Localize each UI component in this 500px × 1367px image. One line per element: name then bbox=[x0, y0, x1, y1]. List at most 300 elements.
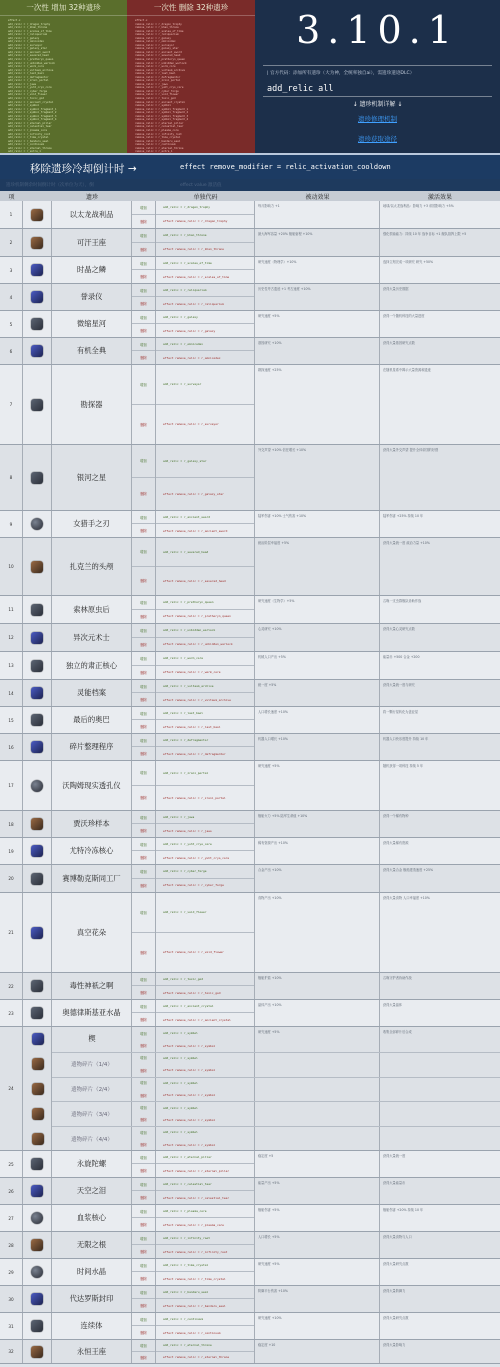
del-label: 删除 bbox=[140, 1143, 147, 1148]
add-code[interactable]: add_relic = r_defragmentor bbox=[163, 738, 209, 742]
active-effect: 获得大量食物与人口 bbox=[383, 1235, 412, 1239]
add-code[interactable]: add_relic = r_jaws bbox=[163, 815, 195, 819]
del-code[interactable]: effect remove_relic = r_khan_throne bbox=[163, 247, 224, 252]
code-line[interactable]: remove_relic = r_dragon_trophy bbox=[135, 22, 182, 26]
del-half bbox=[132, 610, 155, 624]
del-code[interactable]: effect remove_relic = r_zroni_portal bbox=[163, 795, 226, 800]
add-code[interactable]: add_relic = r_time_crystal bbox=[163, 1263, 209, 1267]
code-line[interactable]: add_relic = r_reliquarium bbox=[8, 33, 48, 37]
relic-icon-cell bbox=[23, 1340, 52, 1363]
code-line[interactable]: remove_relic = r_unbidden_warlock bbox=[135, 61, 187, 65]
del-half bbox=[132, 1164, 155, 1177]
del-code[interactable]: effect remove_relic = r_plasma_core bbox=[163, 1222, 224, 1227]
add-code[interactable]: add_relic = r_reliquarium bbox=[163, 288, 207, 292]
action-cell bbox=[132, 707, 156, 733]
passive-effect: 机器人口增长 +10% bbox=[255, 734, 380, 760]
del-code[interactable]: effect remove_relic = r_last_baol bbox=[163, 724, 221, 729]
action-cell bbox=[132, 511, 156, 537]
del-code[interactable]: effect remove_relic = r_infinity_root bbox=[163, 1249, 228, 1254]
del-code-half bbox=[156, 351, 254, 364]
add-code[interactable]: add_relic = r_worm_core bbox=[163, 656, 204, 661]
code-line[interactable]: add_relic = r_cyber_forge bbox=[8, 89, 48, 93]
del-code[interactable]: effect remove_relic = r_yuht_cryo_core bbox=[163, 855, 230, 860]
relic-icon bbox=[31, 1239, 43, 1251]
code-line[interactable]: add_relic = r_void_flower bbox=[8, 93, 48, 97]
code-line[interactable]: add_relic = r_worm_core bbox=[8, 65, 44, 69]
add-code[interactable]: add_relic = r_symbol bbox=[163, 1055, 198, 1060]
del-code[interactable]: effect remove_relic = r_symbol bbox=[163, 1093, 216, 1098]
del-code[interactable]: effect remove_relic = r_jaws bbox=[163, 828, 212, 833]
row-number: 29 bbox=[0, 1259, 23, 1285]
code-line[interactable]: remove_relic = r_jaws bbox=[135, 82, 168, 86]
add-code-half bbox=[156, 338, 254, 351]
del-code[interactable]: effect remove_relic = r_continuum bbox=[163, 1330, 221, 1335]
add-label: 增加 bbox=[140, 628, 147, 633]
add-code-half bbox=[156, 365, 254, 405]
code-line[interactable]: add_relic = r_toxic_god bbox=[8, 97, 44, 101]
code-line[interactable]: add_relic = r_vultaum_archive bbox=[8, 68, 54, 72]
del-code-list[interactable] bbox=[127, 16, 255, 154]
add-code[interactable]: add_relic = r_ancient_crystal bbox=[163, 1004, 214, 1008]
add-half bbox=[132, 538, 155, 567]
add-code[interactable]: add_relic = r_surveyor bbox=[163, 382, 202, 387]
code-line[interactable]: remove_relic = r_symbol_fragment_2 bbox=[135, 111, 189, 115]
add-code-half bbox=[156, 1027, 254, 1039]
del-code-half bbox=[156, 610, 254, 624]
add-code[interactable]: add_relic = r_symbol bbox=[163, 1080, 198, 1085]
add-code-list[interactable] bbox=[0, 16, 127, 154]
official-code-note: | 官方代码：添加所有遗珍（大为神，全统率独自ai），需遗珍遗迹DLC） bbox=[267, 71, 415, 76]
add-label: 增加 bbox=[140, 382, 147, 387]
relic-icon bbox=[31, 687, 43, 699]
code-line[interactable]: add_relic = r_time_crystal bbox=[8, 136, 49, 140]
code-line[interactable]: add_relic = r_unbidden_warlock bbox=[8, 61, 55, 65]
del-code[interactable]: effect remove_relic = r_omnicodex bbox=[163, 355, 221, 360]
code-line[interactable]: remove_relic = r_symbol_fragment_1 bbox=[135, 107, 189, 111]
passive-effect: 合金产出 +10% bbox=[255, 865, 380, 892]
add-code[interactable]: add_relic = r_continuum bbox=[163, 1317, 204, 1321]
del-code[interactable]: effect remove_relic = r_symbol bbox=[163, 1043, 216, 1048]
code-line[interactable]: remove_relic = r_continuum bbox=[135, 143, 176, 147]
relic-icon bbox=[31, 818, 43, 830]
del-half bbox=[132, 720, 155, 733]
del-code[interactable]: effect remove_relic = r_ancient_sword bbox=[163, 528, 228, 533]
code-line[interactable]: add_relic = r_eternal_throne bbox=[8, 146, 52, 150]
passive-effect: 稳定度 +5 bbox=[255, 1151, 380, 1177]
code-line[interactable]: remove_relic = r_last_baol bbox=[135, 72, 176, 76]
add-code[interactable]: add_relic = r_omnicodex bbox=[163, 342, 204, 346]
del-code[interactable]: effect remove_relic = r_symbol bbox=[163, 1142, 216, 1147]
del-half bbox=[132, 215, 155, 229]
add-code[interactable]: add_relic = r_khan_throne bbox=[163, 233, 207, 238]
code-line[interactable]: add_relic = r_scales_of_time bbox=[8, 29, 52, 33]
table-row bbox=[0, 1232, 500, 1259]
code-line[interactable]: remove_relic = r_khan_throne bbox=[135, 26, 179, 30]
action-cell bbox=[132, 893, 156, 972]
del-code[interactable]: effect remove_relic = r_severed_head bbox=[163, 578, 226, 583]
code-cell bbox=[156, 1178, 255, 1204]
action-cell bbox=[132, 1313, 156, 1339]
row-number: 31 bbox=[0, 1313, 23, 1339]
add-code[interactable]: add_relic = r_last_baol bbox=[163, 711, 204, 715]
del-label: 删除 bbox=[140, 1018, 147, 1022]
del-code-half bbox=[156, 1089, 254, 1101]
code-line[interactable]: effect.x bbox=[8, 19, 21, 22]
code-line[interactable]: remove_relic = r_surveyor bbox=[135, 43, 175, 47]
del-code-half bbox=[156, 747, 254, 760]
active-effect: 获得大量统一度 政治力量 +10% bbox=[383, 541, 430, 545]
add-half bbox=[132, 1101, 155, 1113]
code-line[interactable]: remove_relic = r_cyber_forge bbox=[135, 89, 179, 93]
del-code-half bbox=[156, 1245, 254, 1258]
add-code[interactable]: add_relic = r_severed_head bbox=[163, 549, 209, 554]
code-line[interactable]: remove_relic = r_eternal_pillar bbox=[135, 121, 184, 125]
add-code[interactable]: add_relic = r_galaxy_star bbox=[163, 458, 207, 463]
fragment-icon-wrap bbox=[23, 1077, 52, 1102]
add-code[interactable]: add_relic = r_symbol bbox=[163, 1031, 198, 1036]
relic-icon-cell bbox=[23, 365, 52, 444]
add-code-half bbox=[156, 1259, 254, 1272]
passive-effect: 勘探速度 +25% bbox=[255, 365, 380, 444]
code-cell bbox=[156, 311, 255, 337]
add-code[interactable]: add_relic = r_eternal_throne bbox=[163, 1343, 212, 1348]
code-line[interactable]: remove_relic = r_omnicodex bbox=[135, 40, 176, 44]
code-line[interactable]: remove_relic = r_bandaru_seal bbox=[135, 139, 181, 143]
add-code[interactable]: add_relic = r_yuht_cryo_core bbox=[163, 842, 212, 846]
add-half bbox=[132, 893, 155, 933]
code-line[interactable]: remove_relic = r_symbol_fragment_4 bbox=[135, 118, 189, 122]
code-line[interactable]: add_relic = r_yuht_cryo_core bbox=[8, 86, 52, 90]
add-code[interactable]: add_relic = r_prethoryn_queen bbox=[163, 600, 214, 605]
add-code[interactable]: add_relic = r_scales_of_time bbox=[163, 261, 212, 265]
code-line[interactable]: effect.x bbox=[135, 19, 148, 22]
active-effect: 获得大量历史数据 bbox=[383, 287, 409, 291]
code-line[interactable]: remove_relic = r_celestial_tear bbox=[135, 125, 184, 129]
table-row bbox=[0, 811, 500, 838]
action-cell bbox=[132, 229, 156, 256]
relic-icon bbox=[31, 741, 43, 753]
code-line[interactable]: remove_relic = r_toxic_god bbox=[135, 97, 176, 101]
code-line[interactable]: remove_relic = r_infinity_root bbox=[135, 132, 182, 136]
active-effect: 获得一个随机科技的大量进度 bbox=[383, 314, 425, 318]
code-line[interactable]: remove_relic = r_eternal_throne bbox=[135, 146, 184, 150]
del-half bbox=[132, 524, 155, 537]
cooldown-label: 移除遗珍冷却倒计时 → bbox=[30, 163, 137, 175]
del-code[interactable]: effect remove_relic = r_scales_of_time bbox=[163, 274, 230, 279]
code-line[interactable]: add_relic = r_ancient_sword bbox=[8, 50, 51, 54]
passive-effect: 人口增长 +5% bbox=[255, 1232, 380, 1258]
add-half bbox=[132, 365, 155, 405]
del-label: 删除 bbox=[140, 752, 147, 756]
code-line[interactable]: add_relic = r_extra_1 bbox=[8, 150, 41, 154]
code-line[interactable]: add_relic = r_prethoryn_queen bbox=[8, 58, 54, 62]
code-line[interactable]: add_relic = r_last_baol bbox=[8, 72, 44, 76]
code-line[interactable]: add_relic = r_celestial_tear bbox=[8, 125, 52, 129]
relic-name: 代达罗斯封印 bbox=[52, 1286, 132, 1312]
action-cell bbox=[132, 973, 156, 999]
del-half bbox=[132, 1272, 155, 1285]
add-half bbox=[132, 311, 155, 324]
action-cell bbox=[132, 1205, 156, 1231]
add-code[interactable]: add_relic = r_ancient_sword bbox=[163, 515, 210, 519]
code-line[interactable]: remove_relic = r_reliquarium bbox=[135, 33, 179, 37]
table-row bbox=[0, 652, 500, 680]
del-code-half bbox=[156, 524, 254, 537]
active-effect: 机器人口快乐度提升 持续 10 年 bbox=[383, 737, 429, 741]
code-line[interactable]: add_relic = r_symbol_fragment_2 bbox=[8, 111, 57, 115]
code-line[interactable]: add_relic = r_defragmentor bbox=[8, 75, 49, 79]
add-code[interactable]: add_relic = r_dragon_trophy bbox=[163, 205, 210, 210]
add-code[interactable]: add_relic = r_zroni_portal bbox=[163, 770, 209, 775]
active-effect: 获得大量心灵研究点数 bbox=[383, 627, 415, 631]
del-code[interactable]: effect remove_relic = r_dragon_trophy bbox=[163, 219, 228, 224]
add-half bbox=[132, 973, 155, 986]
row-number: 10 bbox=[0, 538, 23, 595]
del-half bbox=[132, 1139, 155, 1151]
del-code-half bbox=[156, 1191, 254, 1204]
add-half bbox=[132, 1151, 155, 1164]
del-code[interactable]: effect remove_relic = r_worm_core bbox=[163, 670, 221, 675]
action-cell bbox=[132, 1286, 156, 1312]
passive-effect: 研究速度 +10% bbox=[255, 1313, 380, 1339]
del-half bbox=[132, 824, 155, 837]
relic-icon bbox=[31, 1212, 43, 1224]
relic-icon-wrap bbox=[23, 1027, 52, 1052]
passive-effect: 研究速度 +5% bbox=[255, 761, 380, 810]
active-effect: 收集全部碎片后合成 bbox=[383, 1030, 412, 1034]
add-code[interactable]: add_relic = r_void_flower bbox=[163, 910, 207, 915]
passive-effect: 舰船护盾 +10% bbox=[255, 973, 380, 999]
del-half bbox=[132, 270, 155, 283]
add-relic-all-command[interactable]: add_relic all bbox=[267, 84, 334, 94]
add-code[interactable]: add_relic = r_toxic_god bbox=[163, 977, 204, 981]
code-line[interactable]: add_relic = r_bandaru_seal bbox=[8, 139, 49, 143]
code-line[interactable]: remove_relic = r_plasma_core bbox=[135, 128, 179, 132]
del-code[interactable]: effect remove_relic = r_symbol bbox=[163, 1068, 216, 1073]
del-code[interactable]: effect remove_relic = r_bandaru_seal bbox=[163, 1303, 226, 1308]
add-code[interactable]: add_relic = r_bandaru_seal bbox=[163, 1290, 209, 1294]
add-half bbox=[132, 1178, 155, 1191]
row-number: 14 bbox=[0, 680, 23, 706]
table-row-group bbox=[0, 1027, 500, 1151]
del-code-half bbox=[156, 1164, 254, 1177]
code-line[interactable]: add_relic = r_omnicodex bbox=[8, 40, 44, 44]
add-label: 增加 bbox=[140, 1081, 147, 1086]
relic-name: 索林原虫后 bbox=[52, 596, 132, 623]
table-row bbox=[0, 893, 500, 973]
del-code[interactable]: effect remove_relic = r_prethoryn_queen bbox=[163, 614, 231, 619]
add-label: 增加 bbox=[140, 738, 147, 743]
code-cell bbox=[156, 973, 255, 999]
passive-effect: 统治阶层幸福度 +5% bbox=[255, 538, 380, 595]
code-line[interactable]: add_relic = r_continuum bbox=[8, 143, 44, 147]
row-number: 1 bbox=[0, 201, 23, 228]
code-line[interactable]: remove_relic = r_time_crystal bbox=[135, 136, 181, 140]
relic-icon-cell bbox=[23, 811, 52, 837]
add-code[interactable]: add_relic = r_cyber_forge bbox=[163, 869, 207, 874]
del-code[interactable]: effect remove_relic = r_eternal_pillar bbox=[163, 1168, 230, 1173]
relic-icon-cell bbox=[23, 893, 52, 972]
del-code[interactable]: effect remove_relic = r_time_crystal bbox=[163, 1276, 226, 1281]
passive-effect: 晶体产出 +10% bbox=[255, 1000, 380, 1026]
row-number: 6 bbox=[0, 338, 23, 364]
del-label: 删除 bbox=[140, 725, 147, 729]
relic-name: 贾沃珍样本 bbox=[52, 811, 132, 837]
table-row bbox=[0, 445, 500, 511]
row-number: 25 bbox=[0, 1151, 23, 1177]
del-code-half bbox=[156, 405, 254, 445]
del-half bbox=[132, 478, 155, 511]
passive-effect: 研究速度 +5% bbox=[255, 1259, 380, 1285]
code-line[interactable]: add_relic = r_eternal_pillar bbox=[8, 121, 52, 125]
passive-effect: 舰船火力 +5% 陆军生命值 +10% bbox=[255, 811, 380, 837]
code-line[interactable]: remove_relic = r_yuht_cryo_core bbox=[135, 86, 184, 90]
relic-icon bbox=[31, 845, 43, 857]
code-line[interactable]: add_relic = r_galaxy_star bbox=[8, 47, 48, 51]
row-number: 24 bbox=[0, 1027, 23, 1150]
code-cell bbox=[156, 893, 255, 972]
active-effect: 获得大量外交声望 提升全体帝国的好感 bbox=[383, 448, 439, 452]
relic-icon bbox=[32, 1033, 44, 1045]
code-line[interactable]: remove_relic = r_zroni_portal bbox=[135, 79, 181, 83]
row-number: 11 bbox=[0, 596, 23, 623]
code-line[interactable]: add_relic = r_jaws bbox=[8, 82, 37, 86]
code-line[interactable]: remove_relic = r_vultaum_archive bbox=[135, 68, 185, 72]
code-line[interactable]: add_relic = r_symbol_fragment_4 bbox=[8, 118, 57, 122]
code-line[interactable]: remove_relic = r_defragmentor bbox=[135, 75, 181, 79]
add-code-half bbox=[156, 1340, 254, 1352]
add-code[interactable]: add_relic = r_vultaum_archive bbox=[163, 684, 214, 688]
code-line[interactable]: add_relic = r_galaxy bbox=[8, 36, 40, 40]
del-half bbox=[132, 879, 155, 893]
add-half bbox=[132, 1126, 155, 1138]
del-label: 删除 bbox=[140, 1355, 147, 1360]
relic-icon bbox=[31, 604, 43, 616]
del-panel-title: 一次性 删除 32种遗珍 bbox=[127, 0, 255, 16]
action-cell bbox=[132, 1259, 156, 1285]
code-line[interactable]: remove_relic = r_void_flower bbox=[135, 93, 179, 97]
table-row bbox=[0, 838, 500, 865]
add-code[interactable]: add_relic = r_galaxy bbox=[163, 315, 198, 319]
code-line[interactable]: remove_relic = r_ancient_sword bbox=[135, 50, 182, 54]
del-code[interactable]: effect remove_relic = r_vultaum_archive bbox=[163, 697, 231, 702]
del-code-half bbox=[156, 478, 254, 511]
del-half bbox=[132, 1218, 155, 1231]
add-half bbox=[132, 284, 155, 297]
code-line[interactable]: remove_relic = r_worm_core bbox=[135, 65, 176, 69]
code-line[interactable]: remove_relic = r_symbol_fragment_3 bbox=[135, 114, 189, 118]
code-line[interactable]: add_relic = r_plasma_core bbox=[8, 128, 48, 132]
add-code[interactable]: add_relic = r_symbol bbox=[163, 1105, 198, 1110]
table-row bbox=[0, 338, 500, 365]
code-line[interactable]: add_relic = r_khan_throne bbox=[8, 26, 48, 30]
row-number: 3 bbox=[0, 257, 23, 283]
code-line[interactable]: add_relic = r_severed_head bbox=[8, 54, 49, 58]
del-code[interactable]: effect remove_relic = r_celestial_tear bbox=[163, 1195, 230, 1200]
relic-name: 真空花朵 bbox=[52, 893, 132, 972]
add-code-half bbox=[156, 311, 254, 324]
table-row bbox=[0, 707, 500, 734]
add-label: 增加 bbox=[140, 1290, 147, 1295]
relic-icon bbox=[31, 291, 43, 303]
table-row bbox=[0, 734, 500, 761]
code-line[interactable]: remove_relic = r_ancient_crystal bbox=[135, 100, 185, 104]
add-code-half bbox=[156, 1052, 254, 1064]
code-cell bbox=[156, 201, 255, 228]
del-code[interactable]: effect remove_relic = r_ancient_crystal bbox=[163, 1017, 231, 1022]
del-half bbox=[132, 986, 155, 999]
del-code[interactable]: effect remove_relic = r_eternal_throne bbox=[163, 1355, 230, 1360]
del-code[interactable]: effect remove_relic = r_cyber_forge bbox=[163, 883, 224, 888]
code-line[interactable]: remove_relic = r_galaxy_star bbox=[135, 47, 179, 51]
del-code[interactable]: effect remove_relic = r_toxic_god bbox=[163, 990, 221, 995]
row-number: 21 bbox=[0, 893, 23, 972]
relic-icon-cell bbox=[23, 624, 52, 651]
code-line[interactable]: add_relic = r_infinity_root bbox=[8, 132, 51, 136]
code-line[interactable]: remove_relic = r_galaxy bbox=[135, 36, 171, 40]
code-line[interactable]: add_relic = r_zroni_portal bbox=[8, 79, 49, 83]
add-label: 增加 bbox=[140, 342, 147, 347]
add-code[interactable]: add_relic = r_plasma_core bbox=[163, 1209, 207, 1213]
code-line[interactable]: add_relic = r_surveyor bbox=[8, 43, 43, 47]
add-code[interactable]: add_relic = r_infinity_root bbox=[163, 1236, 210, 1240]
table-header bbox=[0, 191, 500, 201]
del-code[interactable]: effect remove_relic = r_symbol bbox=[163, 1117, 216, 1122]
code-line[interactable]: add_relic = r_symbol bbox=[8, 104, 40, 108]
del-code[interactable]: effect remove_relic = r_galaxy bbox=[163, 328, 216, 333]
code-line[interactable]: add_relic = r_symbol_fragment_1 bbox=[8, 107, 57, 111]
active-effect: 获得一个稀有物种 bbox=[383, 814, 409, 818]
del-code[interactable]: effect remove_relic = r_galaxy_star bbox=[163, 491, 224, 496]
add-code-half bbox=[156, 838, 254, 851]
row-number: 15 bbox=[0, 707, 23, 733]
add-label: 增加 bbox=[140, 1182, 147, 1187]
add-label: 增加 bbox=[140, 1343, 147, 1348]
add-label: 增加 bbox=[140, 515, 147, 520]
relic-icon bbox=[31, 1185, 43, 1197]
code-line[interactable]: remove_relic = r_severed_head bbox=[135, 54, 181, 58]
cooldown-code[interactable]: effect remove_modifier = relic_activation_cooldown bbox=[180, 163, 391, 171]
code-line[interactable]: add_relic = r_ancient_crystal bbox=[8, 100, 54, 104]
code-line[interactable]: remove_relic = r_extra_1 bbox=[135, 150, 173, 154]
del-code[interactable]: effect remove_relic = r_surveyor bbox=[163, 422, 219, 427]
del-code[interactable]: effect remove_relic = r_reliquarium bbox=[163, 301, 224, 306]
del-code[interactable]: effect remove_relic = r_defragmentor bbox=[163, 751, 226, 756]
code-line[interactable]: remove_relic = r_scales_of_time bbox=[135, 29, 184, 33]
code-line[interactable]: remove_relic = r_symbol bbox=[135, 104, 171, 108]
add-code[interactable]: add_relic = r_celestial_tear bbox=[163, 1182, 212, 1186]
code-line[interactable]: add_relic = r_symbol_fragment_3 bbox=[8, 114, 57, 118]
del-half bbox=[132, 666, 155, 680]
table-row bbox=[0, 511, 500, 538]
del-code-half bbox=[156, 1326, 254, 1339]
table-row bbox=[0, 1313, 500, 1340]
relic-name: 扎克兰的头颅 bbox=[52, 538, 132, 595]
add-code[interactable]: add_relic = r_eternal_pillar bbox=[163, 1155, 212, 1159]
add-code[interactable]: add_relic = r_unbidden_warlock bbox=[163, 628, 216, 633]
add-code[interactable]: add_relic = r_symbol bbox=[163, 1130, 198, 1135]
code-line[interactable]: remove_relic = r_prethoryn_queen bbox=[135, 58, 185, 62]
active-effect: 选择立刻完成一项研究 研究 +50% bbox=[383, 260, 434, 264]
code-line[interactable]: add_relic = r_dragon_trophy bbox=[8, 22, 51, 26]
relic-icon-cell bbox=[23, 680, 52, 706]
relic-source-link[interactable]: 遗珍获取途径 bbox=[358, 135, 397, 143]
code-cell bbox=[156, 1205, 255, 1231]
relic-repair-link[interactable]: 遗珍修理机制 bbox=[358, 115, 397, 123]
relic-name: 以太龙战利品 bbox=[52, 201, 132, 228]
del-code[interactable]: effect remove_relic = r_void_flower bbox=[163, 950, 224, 955]
del-code[interactable]: effect remove_relic = r_unbidden_warlock bbox=[163, 642, 233, 647]
